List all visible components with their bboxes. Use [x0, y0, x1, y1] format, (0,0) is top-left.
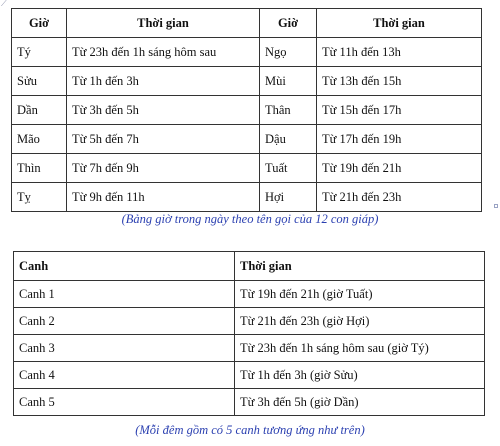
hour-range: Từ 17h đến 19h [317, 125, 482, 154]
hour-range: Từ 23h đến 1h sáng hôm sau [67, 38, 260, 67]
table-row [14, 362, 485, 389]
column-header-hour: Giờ [12, 9, 67, 38]
table-row [14, 281, 485, 308]
night-watches-caption: (Mỗi đêm gồm có 5 canh tương ứng như trên) [135, 423, 365, 437]
hour-range: Từ 3h đến 5h [67, 96, 260, 125]
table-row [12, 125, 482, 154]
hour-name: Thìn [12, 154, 67, 183]
watch-name: Canh 2 [14, 308, 235, 335]
table-row [12, 183, 482, 212]
hour-name: Thân [260, 96, 317, 125]
hour-range: Từ 13h đến 15h [317, 67, 482, 96]
column-header-watch: Canh [14, 252, 235, 281]
watch-name: Canh 3 [14, 335, 235, 362]
hour-name: Tuất [260, 154, 317, 183]
watch-range: Từ 1h đến 3h (giờ Sửu) [235, 362, 485, 389]
column-header-time-2: Thời gian [317, 9, 482, 38]
table-row [12, 154, 482, 183]
column-header-time: Thời gian [67, 9, 260, 38]
hour-name: Dần [12, 96, 67, 125]
table-header-row [12, 9, 482, 38]
watch-range: Từ 19h đến 21h (giờ Tuất) [235, 281, 485, 308]
table-row [14, 308, 485, 335]
hours-table-caption: (Bảng giờ trong ngày theo tên gọi của 12 con giáp) [121, 212, 379, 226]
hour-range: Từ 21h đến 23h [317, 183, 482, 212]
watch-name: Canh 5 [14, 389, 235, 416]
table-row [12, 96, 482, 125]
table-handle-icon: ⟋ [1, 0, 7, 8]
table-row [14, 335, 485, 362]
resize-handle-icon [494, 204, 498, 208]
table-row [12, 67, 482, 96]
hour-name: Ngọ [260, 38, 317, 67]
watch-range: Từ 3h đến 5h (giờ Dần) [235, 389, 485, 416]
column-header-time: Thời gian [235, 252, 485, 281]
table-header-row [14, 252, 485, 281]
night-watches-table [13, 251, 485, 416]
hour-range: Từ 1h đến 3h [67, 67, 260, 96]
hour-name: Tỵ [12, 183, 67, 212]
watch-name: Canh 1 [14, 281, 235, 308]
hour-range: Từ 11h đến 13h [317, 38, 482, 67]
hour-name: Tý [12, 38, 67, 67]
hour-range: Từ 7h đến 9h [67, 154, 260, 183]
table-row [14, 389, 485, 416]
table-row [12, 38, 482, 67]
watch-name: Canh 4 [14, 362, 235, 389]
hours-table [11, 8, 482, 212]
hour-name: Hợi [260, 183, 317, 212]
hour-name: Mão [12, 125, 67, 154]
hour-range: Từ 15h đến 17h [317, 96, 482, 125]
hour-name: Mùi [260, 67, 317, 96]
watch-range: Từ 23h đến 1h sáng hôm sau (giờ Tý) [235, 335, 485, 362]
column-header-hour-2: Giờ [260, 9, 317, 38]
hour-range: Từ 9h đến 11h [67, 183, 260, 212]
hour-name: Dậu [260, 125, 317, 154]
hour-name: Sửu [12, 67, 67, 96]
hour-range: Từ 5h đến 7h [67, 125, 260, 154]
watch-range: Từ 21h đến 23h (giờ Hợi) [235, 308, 485, 335]
hour-range: Từ 19h đến 21h [317, 154, 482, 183]
